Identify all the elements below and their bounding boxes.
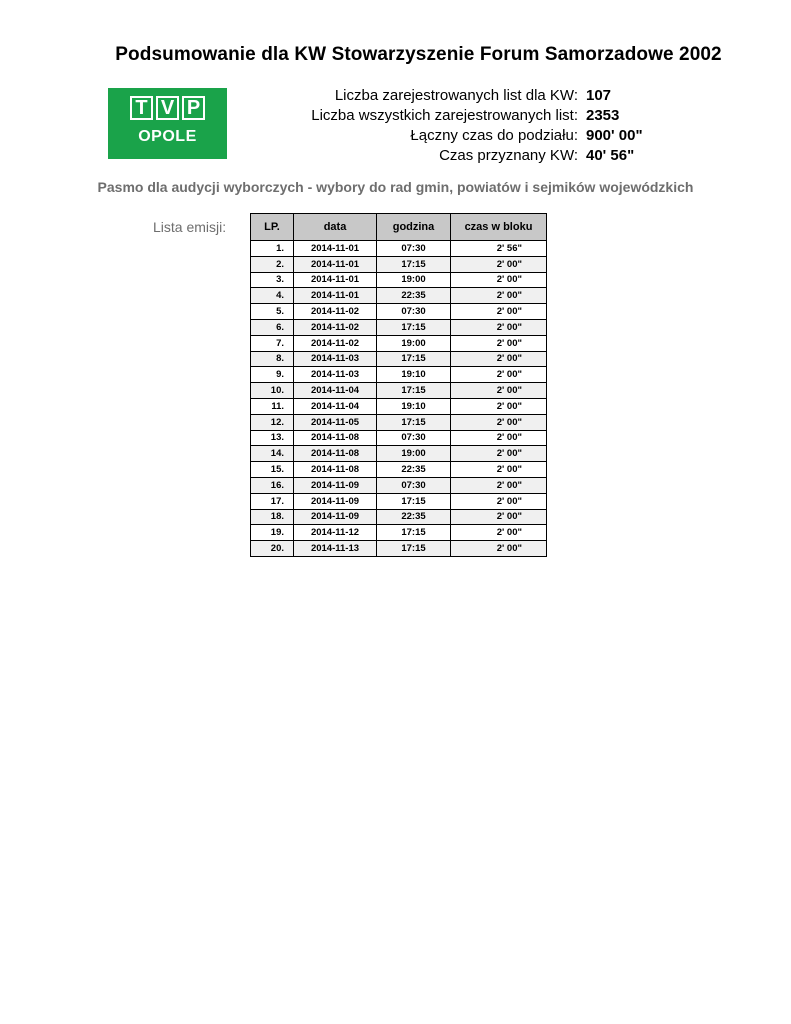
cell-time: 17:15	[377, 319, 451, 335]
cell-duration: 2' 00"	[451, 335, 547, 351]
cell-date: 2014-11-09	[294, 493, 377, 509]
cell-time: 07:30	[377, 430, 451, 446]
cell-duration: 2' 00"	[451, 351, 547, 367]
cell-date: 2014-11-12	[294, 525, 377, 541]
summary-row	[240, 126, 643, 146]
summary-row	[240, 146, 643, 166]
table-row	[251, 335, 547, 351]
tvp-letters	[130, 96, 205, 120]
cell-duration: 2' 00"	[451, 414, 547, 430]
table-row	[251, 509, 547, 525]
cell-lp: 5.	[251, 304, 294, 320]
table-row	[251, 272, 547, 288]
cell-duration: 2' 00"	[451, 288, 547, 304]
cell-time: 07:30	[377, 477, 451, 493]
cell-lp: 9.	[251, 367, 294, 383]
summary-value: 900' 00"	[586, 127, 643, 144]
cell-time: 17:15	[377, 383, 451, 399]
cell-date: 2014-11-01	[294, 272, 377, 288]
cell-date: 2014-11-02	[294, 319, 377, 335]
table-row	[251, 288, 547, 304]
cell-time: 22:35	[377, 509, 451, 525]
cell-lp: 13.	[251, 430, 294, 446]
table-row	[251, 367, 547, 383]
cell-lp: 17.	[251, 493, 294, 509]
cell-duration: 2' 00"	[451, 525, 547, 541]
cell-lp: 7.	[251, 335, 294, 351]
cell-date: 2014-11-04	[294, 383, 377, 399]
cell-time: 22:35	[377, 462, 451, 478]
cell-lp: 6.	[251, 319, 294, 335]
cell-lp: 8.	[251, 351, 294, 367]
column-header-lp: LP.	[251, 214, 294, 241]
cell-time: 19:00	[377, 335, 451, 351]
cell-date: 2014-11-09	[294, 477, 377, 493]
cell-date: 2014-11-05	[294, 414, 377, 430]
cell-duration: 2' 00"	[451, 272, 547, 288]
table-row	[251, 383, 547, 399]
cell-lp: 14.	[251, 446, 294, 462]
column-header-time: godzina	[377, 214, 451, 241]
cell-time: 17:15	[377, 351, 451, 367]
cell-date: 2014-11-02	[294, 304, 377, 320]
summary-label: Czas przyznany KW:	[439, 147, 578, 164]
cell-duration: 2' 00"	[451, 430, 547, 446]
cell-duration: 2' 00"	[451, 509, 547, 525]
cell-lp: 16.	[251, 477, 294, 493]
cell-lp: 10.	[251, 383, 294, 399]
cell-time: 17:15	[377, 541, 451, 557]
cell-date: 2014-11-02	[294, 335, 377, 351]
table-row	[251, 319, 547, 335]
cell-duration: 2' 00"	[451, 304, 547, 320]
cell-lp: 20.	[251, 541, 294, 557]
table-row	[251, 241, 547, 257]
table-row	[251, 430, 547, 446]
cell-lp: 3.	[251, 272, 294, 288]
cell-time: 22:35	[377, 288, 451, 304]
emission-table	[250, 213, 547, 557]
cell-lp: 2.	[251, 256, 294, 272]
cell-time: 17:15	[377, 256, 451, 272]
table-row	[251, 462, 547, 478]
table-row	[251, 256, 547, 272]
cell-duration: 2' 00"	[451, 462, 547, 478]
summary-value: 40' 56"	[586, 147, 635, 164]
table-row	[251, 525, 547, 541]
table-header-row	[251, 214, 547, 241]
column-header-duration: czas w bloku	[451, 214, 547, 241]
table-body	[251, 241, 547, 557]
cell-duration: 2' 00"	[451, 493, 547, 509]
cell-lp: 4.	[251, 288, 294, 304]
cell-date: 2014-11-08	[294, 430, 377, 446]
table-row	[251, 398, 547, 414]
cell-time: 19:00	[377, 272, 451, 288]
cell-duration: 2' 00"	[451, 319, 547, 335]
cell-time: 07:30	[377, 304, 451, 320]
tvp-opole-logo	[108, 88, 227, 159]
cell-duration: 2' 00"	[451, 477, 547, 493]
cell-lp: 19.	[251, 525, 294, 541]
cell-duration: 2' 00"	[451, 367, 547, 383]
summary-value: 2353	[586, 107, 620, 124]
cell-duration: 2' 00"	[451, 541, 547, 557]
summary-row	[240, 86, 643, 106]
table-row	[251, 477, 547, 493]
cell-date: 2014-11-08	[294, 462, 377, 478]
cell-lp: 11.	[251, 398, 294, 414]
cell-date: 2014-11-13	[294, 541, 377, 557]
cell-time: 19:10	[377, 367, 451, 383]
summary-label: Liczba zarejestrowanych list dla KW:	[334, 87, 578, 104]
cell-date: 2014-11-09	[294, 509, 377, 525]
summary-label: Łączny czas do podziału:	[410, 127, 578, 144]
logo-letter-v: V	[156, 96, 179, 120]
cell-time: 17:15	[377, 525, 451, 541]
table-row	[251, 446, 547, 462]
summary-block	[240, 86, 643, 166]
cell-duration: 2' 00"	[451, 446, 547, 462]
cell-duration: 2' 56"	[451, 241, 547, 257]
cell-date: 2014-11-03	[294, 367, 377, 383]
logo-city: OPOLE	[138, 128, 197, 145]
page-title: Podsumowanie dla KW Stowarzyszenie Forum Samorzadowe 2002	[115, 44, 722, 65]
logo-letter-t: T	[130, 96, 153, 120]
table-row	[251, 414, 547, 430]
cell-date: 2014-11-01	[294, 241, 377, 257]
column-header-date: data	[294, 214, 377, 241]
cell-time: 17:15	[377, 414, 451, 430]
table-row	[251, 493, 547, 509]
cell-time: 19:10	[377, 398, 451, 414]
cell-lp: 18.	[251, 509, 294, 525]
cell-date: 2014-11-01	[294, 256, 377, 272]
summary-value: 107	[586, 87, 612, 104]
cell-time: 07:30	[377, 241, 451, 257]
summary-label: Liczba wszystkich zarejestrowanych list:	[311, 107, 578, 124]
cell-lp: 15.	[251, 462, 294, 478]
cell-duration: 2' 00"	[451, 256, 547, 272]
cell-time: 19:00	[377, 446, 451, 462]
list-label: Lista emisji:	[153, 219, 227, 235]
table-row	[251, 304, 547, 320]
cell-duration: 2' 00"	[451, 398, 547, 414]
cell-date: 2014-11-03	[294, 351, 377, 367]
cell-time: 17:15	[377, 493, 451, 509]
cell-date: 2014-11-01	[294, 288, 377, 304]
cell-duration: 2' 00"	[451, 383, 547, 399]
table-row	[251, 351, 547, 367]
cell-date: 2014-11-04	[294, 398, 377, 414]
cell-lp: 12.	[251, 414, 294, 430]
logo-letter-p: P	[182, 96, 205, 120]
subtitle: Pasmo dla audycji wyborczych - wybory do rad gmin, powiatów i sejmików wojewódzkich	[97, 179, 694, 195]
summary-row	[240, 106, 643, 126]
cell-lp: 1.	[251, 241, 294, 257]
table-row	[251, 541, 547, 557]
cell-date: 2014-11-08	[294, 446, 377, 462]
